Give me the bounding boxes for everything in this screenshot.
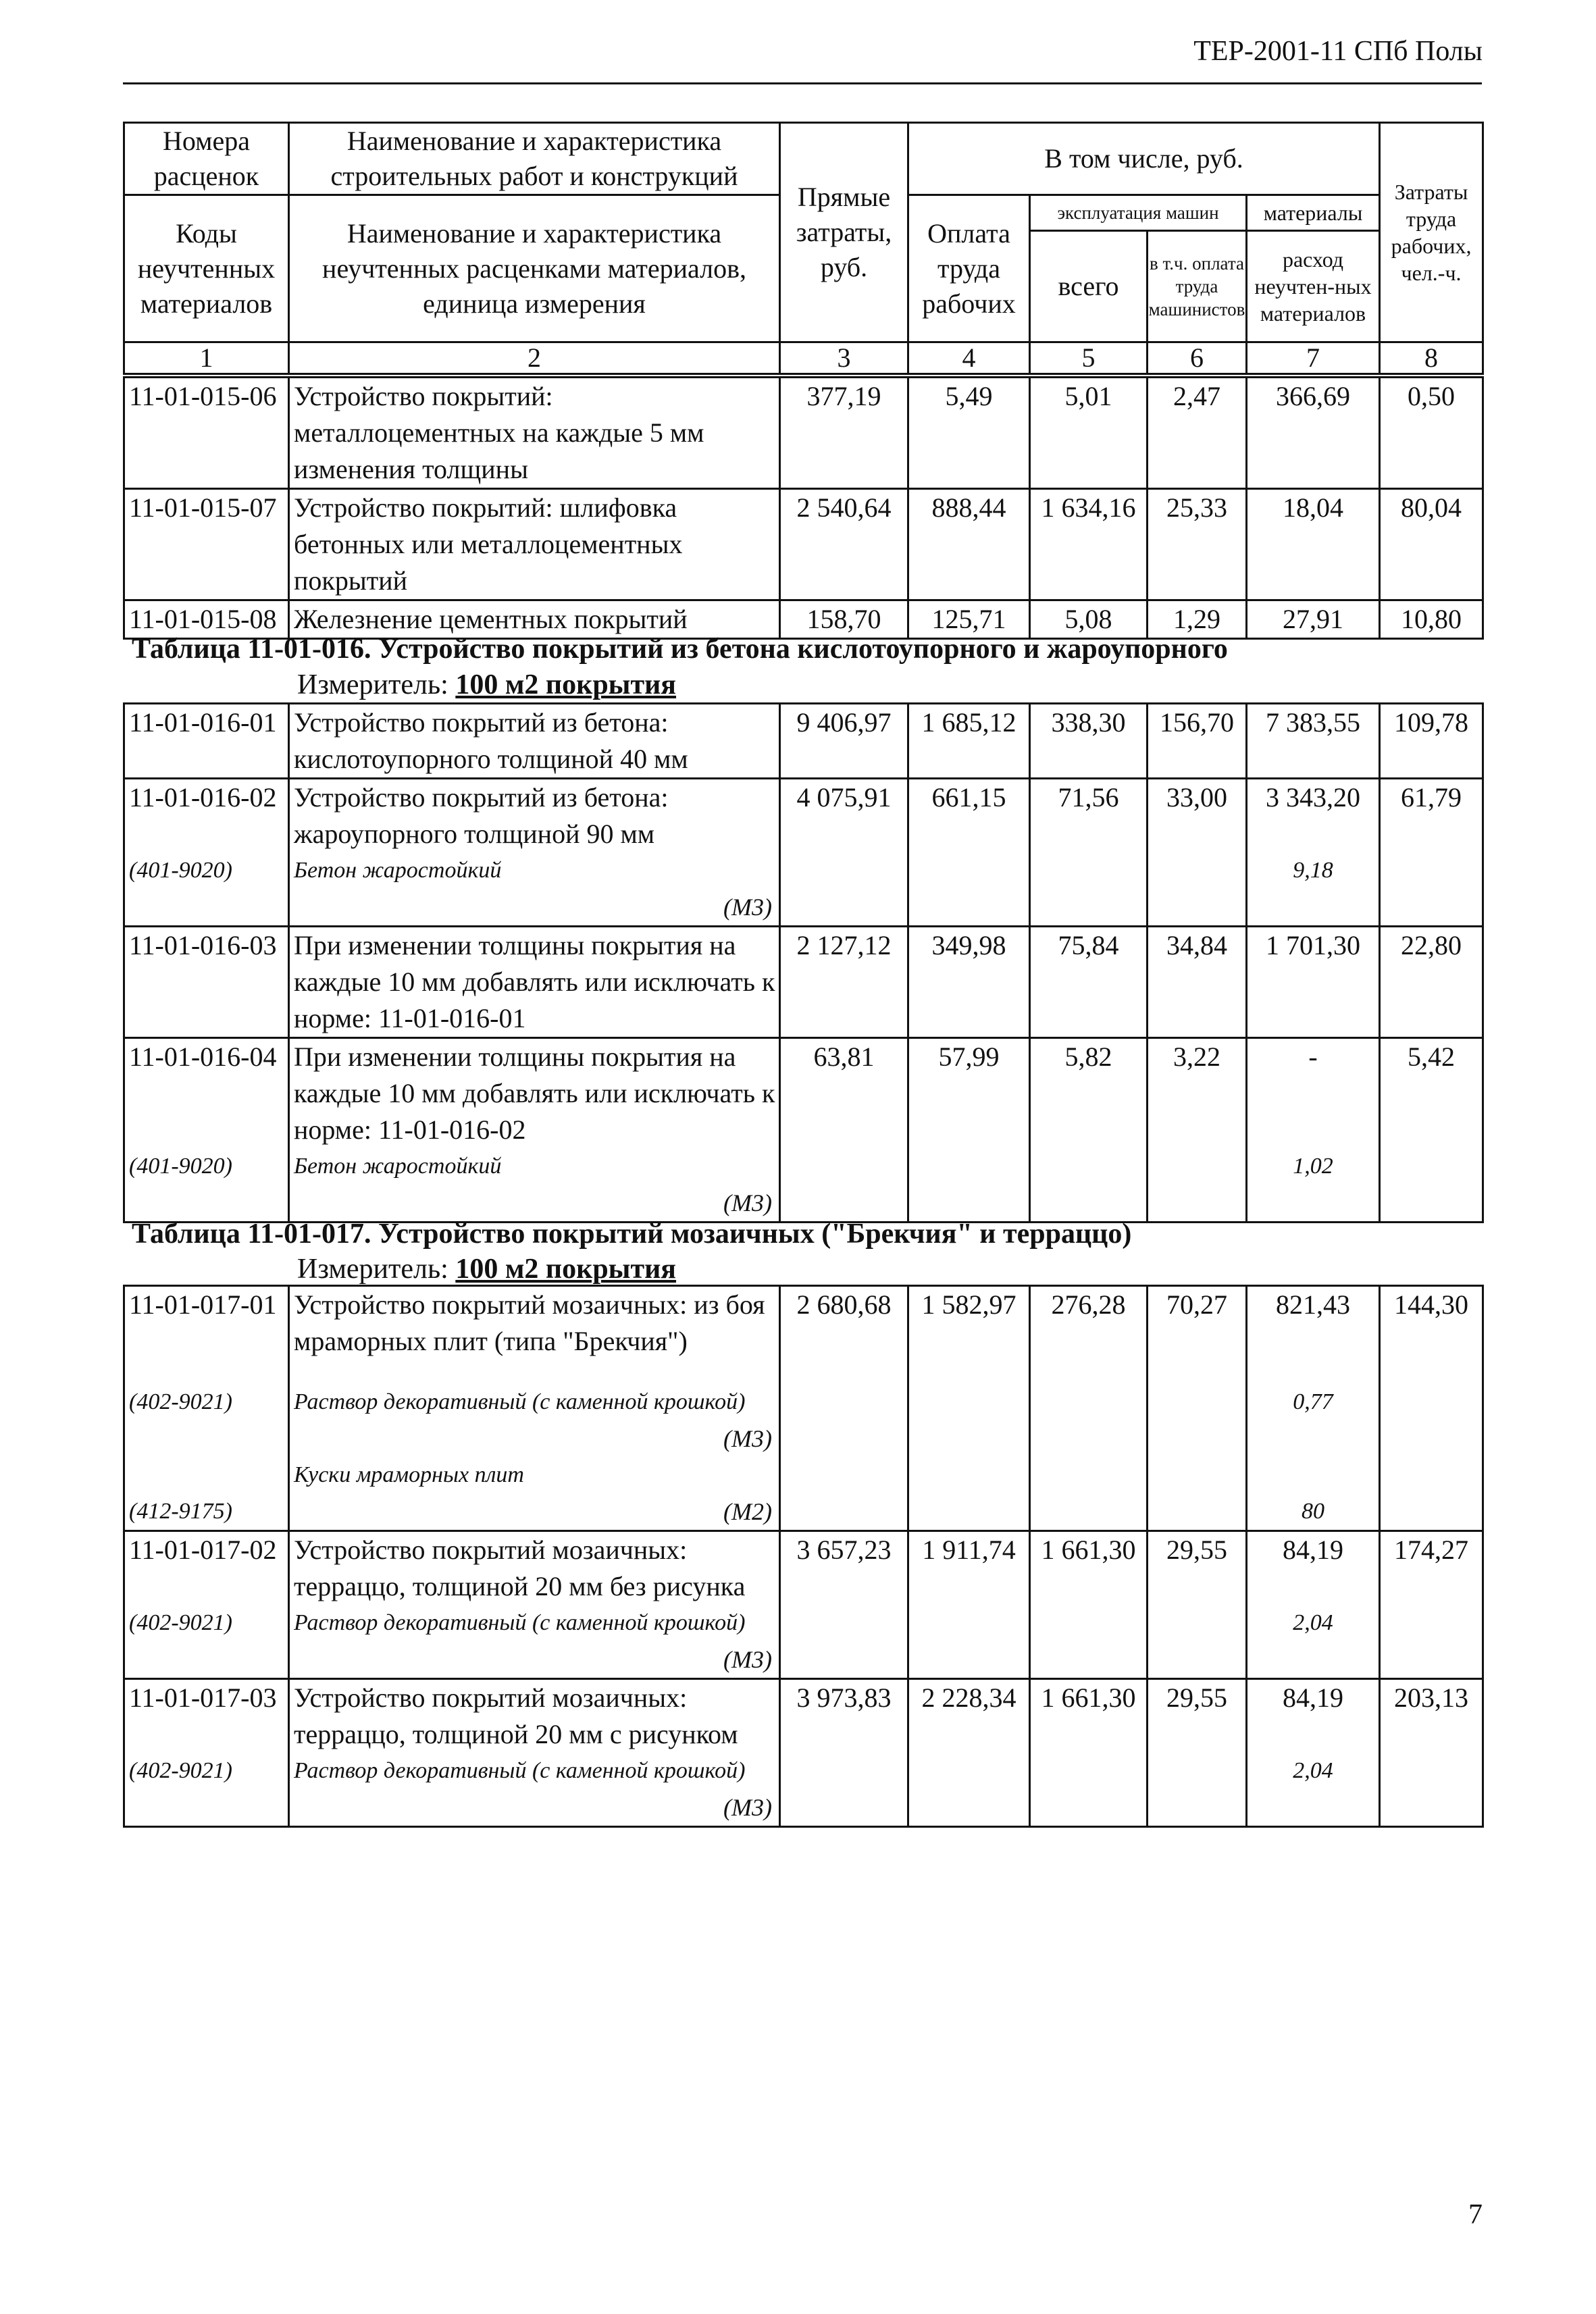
materials: 84,19 [1283,1682,1343,1713]
material-quantity: 2,04 [1293,1758,1333,1783]
material-name: Куски мраморных плит [294,1462,524,1487]
col-num-3: 3 [780,342,908,374]
col-num-7: 7 [1247,342,1380,374]
direct-costs: 2 540,64 [780,489,908,600]
material-code: (402-9021) [129,1758,232,1783]
worker-pay: 1 685,12 [908,704,1030,779]
direct-costs: 2 680,68 [780,1286,908,1531]
materials: 7 383,55 [1247,704,1380,779]
materials-cell [1247,1679,1380,1827]
materials-cell [1247,1038,1380,1223]
machine-total: 276,28 [1030,1286,1148,1531]
page-number: 7 [1468,2199,1483,2230]
worker-pay: 661,15 [908,779,1030,927]
direct-costs: 3 657,23 [780,1531,908,1679]
machinist-pay: 1,29 [1148,600,1247,639]
materials: 18,04 [1247,489,1380,600]
document-title: ТЕР-2001-11 СПб Полы [1193,36,1483,67]
worker-pay: 1 582,97 [908,1286,1030,1531]
material-name: Бетон жаростойкий [294,858,502,883]
column-numbers-row [124,342,1483,374]
section-017-title: Таблица 11-01-017. Устройство покрытий мозаичных ("Брекчия" и терраццо) [132,1218,1132,1250]
rate-code: 11-01-015-08 [124,600,289,639]
material-unit: (М2) [723,1498,772,1525]
material-name: Раствор декоративный (с каменной крошкой) [294,1758,746,1783]
machine-total: 1 661,30 [1030,1531,1148,1679]
direct-costs: 3 973,83 [780,1679,908,1827]
direct-costs: 9 406,97 [780,704,908,779]
labor-hours: 144,30 [1380,1286,1483,1531]
material-quantity: 2,04 [1293,1610,1333,1635]
col-num-5: 5 [1030,342,1148,374]
table-row [124,1531,1483,1679]
machinist-pay: 2,47 [1148,378,1247,489]
machine-total: 338,30 [1030,704,1148,779]
header-table [123,122,1484,375]
worker-pay: 349,98 [908,927,1030,1038]
header-rate-numbers: Номера расценок [124,123,289,195]
rate-description-cell [289,779,780,927]
material-quantity: 1,02 [1293,1154,1333,1179]
material-unit: (М3) [723,1189,772,1216]
labor-hours: 5,42 [1380,1038,1483,1223]
direct-costs: 2 127,12 [780,927,908,1038]
labor-hours: 174,27 [1380,1531,1483,1679]
machine-total: 1 634,16 [1030,489,1148,600]
material-quantity: 80 [1302,1499,1324,1524]
rate-description: Устройство покрытий мозаичных: терраццо, толщиной 20 мм без рисунка [294,1535,746,1601]
materials: - [1308,1042,1318,1072]
table-row [124,704,1483,779]
header-direct-costs: Прямые затраты, руб. [780,123,908,342]
rate-description-cell [289,1531,780,1679]
col-num-6: 6 [1148,342,1247,374]
rate-code: 11-01-017-03 [129,1682,277,1713]
header-materials: материалы [1247,195,1380,231]
rate-description: Устройство покрытий из бетона: жароупорного толщиной 90 мм [294,782,669,849]
rate-code-cell [124,1679,289,1827]
materials-cell [1247,1286,1380,1531]
material-code: (402-9021) [129,1610,232,1635]
machinist-pay: 70,27 [1148,1286,1247,1531]
labor-hours: 203,13 [1380,1679,1483,1827]
header-labor-hours: Затраты труда рабочих, чел.-ч. [1380,123,1483,342]
direct-costs: 158,70 [780,600,908,639]
header-including: В том числе, руб. [908,123,1380,195]
material-unit: (М3) [723,1794,772,1821]
material-quantity: 0,77 [1293,1389,1333,1414]
rate-description-cell [289,1679,780,1827]
material-code: (412-9175) [129,1499,232,1524]
rate-code-cell [124,1286,289,1531]
section-017-meter [297,1253,676,1285]
meter-label: Измеритель: [297,1254,448,1285]
header-material-codes: Коды неучтенных материалов [124,195,289,342]
rate-code-cell [124,1038,289,1223]
labor-hours: 0,50 [1380,378,1483,489]
rate-description: При изменении толщины покрытия на каждые 10 мм добавлять или исключать к норме: 11-01-016-02 [294,1042,775,1145]
material-unit: (М3) [723,1425,772,1452]
machinist-pay: 29,55 [1148,1679,1247,1827]
rate-description: При изменении толщины покрытия на каждые 10 мм добавлять или исключать к норме: 11-01-016-01 [289,927,780,1038]
materials: 3 343,20 [1266,782,1360,813]
machine-total: 71,56 [1030,779,1148,927]
header-worker-pay: Оплата труда рабочих [908,195,1030,342]
machine-total: 5,08 [1030,600,1148,639]
rate-description: Устройство покрытий: шлифовка бетонных или металлоцементных покрытий [289,489,780,600]
machine-total: 1 661,30 [1030,1679,1148,1827]
meter-value: 100 м2 покрытия [455,669,677,700]
section-016-meter [297,669,676,701]
col-num-1: 1 [124,342,289,374]
rate-code: 11-01-016-01 [124,704,289,779]
rate-description: Устройство покрытий мозаичных: терраццо, толщиной 20 мм с рисунком [294,1682,738,1749]
rate-code: 11-01-016-02 [129,782,277,813]
title-rule [123,82,1482,84]
header-work-name: Наименование и характеристика строительных работ и конструкций [289,123,780,195]
table-017 [123,1285,1484,1828]
materials: 366,69 [1247,378,1380,489]
rate-description-cell [289,1038,780,1223]
material-name: Раствор декоративный (с каменной крошкой) [294,1389,746,1414]
machinist-pay: 156,70 [1148,704,1247,779]
labor-hours: 10,80 [1380,600,1483,639]
direct-costs: 63,81 [780,1038,908,1223]
direct-costs: 4 075,91 [780,779,908,927]
labor-hours: 109,78 [1380,704,1483,779]
rate-description-cell [289,1286,780,1531]
material-unit: (М3) [723,1646,772,1673]
machinist-pay: 25,33 [1148,489,1247,600]
meter-value: 100 м2 покрытия [455,1254,677,1285]
machine-total: 5,01 [1030,378,1148,489]
materials-cell [1247,1531,1380,1679]
rate-description: Устройство покрытий: металлоцементных на каждые 5 мм изменения толщины [289,378,780,489]
machinist-pay: 3,22 [1148,1038,1247,1223]
table-row [124,378,1483,489]
table-row [124,1679,1483,1827]
direct-costs: 377,19 [780,378,908,489]
rate-code: 11-01-016-03 [124,927,289,1038]
col-num-2: 2 [289,342,780,374]
worker-pay: 125,71 [908,600,1030,639]
table-row [124,927,1483,1038]
header-unaccounted-materials: расход неучтен-ных материалов [1247,231,1380,342]
materials-cell [1247,779,1380,927]
machinist-pay: 33,00 [1148,779,1247,927]
machine-total: 75,84 [1030,927,1148,1038]
table-row [124,779,1483,927]
materials: 1 701,30 [1247,927,1380,1038]
materials: 821,43 [1276,1289,1350,1320]
machinist-pay: 29,55 [1148,1531,1247,1679]
table-016 [123,702,1484,1223]
materials: 84,19 [1283,1535,1343,1565]
material-code: (401-9020) [129,858,232,883]
worker-pay: 57,99 [908,1038,1030,1223]
material-name: Бетон жаростойкий [294,1154,502,1179]
rate-code: 11-01-016-04 [129,1042,277,1072]
labor-hours: 22,80 [1380,927,1483,1038]
materials: 27,91 [1247,600,1380,639]
table-015 [123,376,1484,640]
worker-pay: 1 911,74 [908,1531,1030,1679]
material-quantity: 9,18 [1293,858,1333,883]
material-code: (401-9020) [129,1154,232,1179]
worker-pay: 2 228,34 [908,1679,1030,1827]
rate-code: 11-01-017-01 [129,1289,277,1320]
rate-code: 11-01-017-02 [129,1535,277,1565]
worker-pay: 5,49 [908,378,1030,489]
labor-hours: 61,79 [1380,779,1483,927]
rate-code: 11-01-015-06 [124,378,289,489]
worker-pay: 888,44 [908,489,1030,600]
rate-code-cell [124,1531,289,1679]
rate-code: 11-01-015-07 [124,489,289,600]
rate-description: Устройство покрытий мозаичных: из боя мраморных плит (типа "Брекчия") [294,1289,765,1356]
table-row [124,489,1483,600]
labor-hours: 80,04 [1380,489,1483,600]
machine-total: 5,82 [1030,1038,1148,1223]
rate-code-cell [124,779,289,927]
machinist-pay: 34,84 [1148,927,1247,1038]
material-name: Раствор декоративный (с каменной крошкой) [294,1610,746,1635]
col-num-8: 8 [1380,342,1483,374]
header-machine-operation: эксплуатация машин [1030,195,1247,231]
rate-description: Устройство покрытий из бетона: кислотоупорного толщиной 40 мм [289,704,780,779]
header-machinist-pay: в т.ч. оплата труда машинистов [1148,231,1247,342]
table-row [124,1038,1483,1223]
meter-label: Измеритель: [297,669,448,700]
rate-description: Железнение цементных покрытий [289,600,780,639]
material-code: (402-9021) [129,1389,232,1414]
header-machine-total: всего [1030,231,1148,342]
table-row [124,1286,1483,1531]
section-016-title: Таблица 11-01-016. Устройство покрытий из бетона кислотоупорного и жароупорного [132,634,1228,665]
material-unit: (М3) [723,894,772,921]
col-num-4: 4 [908,342,1030,374]
header-material-name: Наименование и характеристика неучтенных расценками материалов, единица измерения [289,195,780,342]
